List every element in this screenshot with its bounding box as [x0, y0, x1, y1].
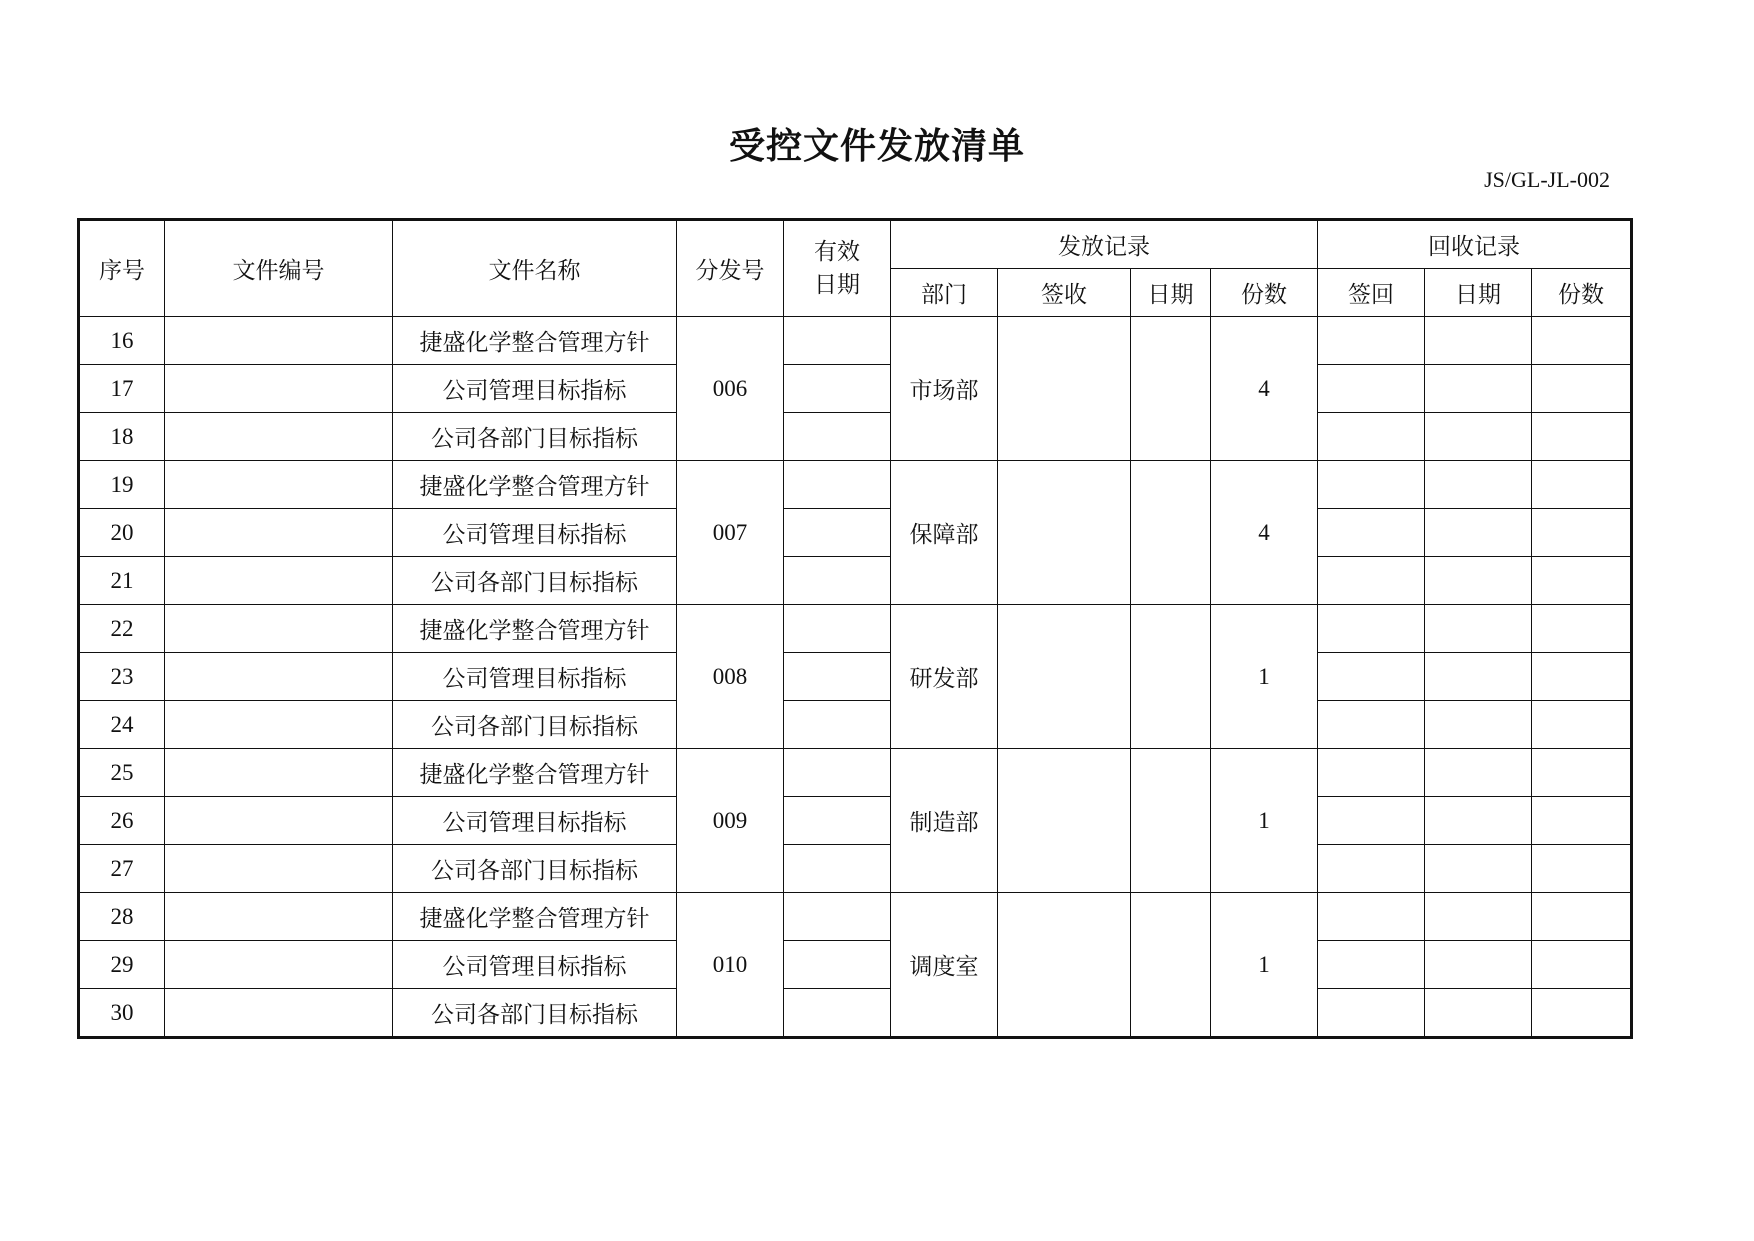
- issue-date-cell: [1131, 605, 1211, 749]
- file-name-cell: 公司管理目标指标: [393, 941, 677, 989]
- recall-sign-cell: [1318, 701, 1425, 749]
- file-no-cell: [165, 749, 393, 797]
- department-cell: 研发部: [891, 605, 998, 749]
- dist-no-cell: 008: [677, 605, 784, 749]
- issue-sign-cell: [998, 749, 1131, 893]
- seq-cell: 29: [79, 941, 165, 989]
- header-recall-sign: 签回: [1318, 269, 1425, 317]
- dist-no-cell: 009: [677, 749, 784, 893]
- seq-cell: 21: [79, 557, 165, 605]
- issue-copies-cell: 1: [1211, 749, 1318, 893]
- table-row: [79, 893, 1632, 941]
- valid-date-cell: [784, 413, 891, 461]
- issue-copies-cell: 4: [1211, 461, 1318, 605]
- recall-copies-cell: [1532, 845, 1632, 893]
- file-no-cell: [165, 557, 393, 605]
- issue-date-cell: [1131, 893, 1211, 1038]
- header-file-name: 文件名称: [393, 220, 677, 317]
- department-cell: 调度室: [891, 893, 998, 1038]
- recall-sign-cell: [1318, 653, 1425, 701]
- recall-sign-cell: [1318, 893, 1425, 941]
- file-name-cell: 公司各部门目标指标: [393, 701, 677, 749]
- valid-date-cell: [784, 701, 891, 749]
- table-row: [79, 509, 1632, 557]
- file-name-cell: 捷盛化学整合管理方针: [393, 749, 677, 797]
- header-valid-date-line2: 日期: [814, 271, 860, 298]
- table-row: [79, 461, 1632, 509]
- department-cell: 市场部: [891, 317, 998, 461]
- valid-date-cell: [784, 365, 891, 413]
- issue-copies-cell: 4: [1211, 317, 1318, 461]
- seq-cell: 17: [79, 365, 165, 413]
- table-body: [79, 220, 1632, 1038]
- dist-no-cell: 010: [677, 893, 784, 1038]
- seq-cell: 25: [79, 749, 165, 797]
- file-name-cell: 公司各部门目标指标: [393, 989, 677, 1038]
- recall-date-cell: [1425, 893, 1532, 941]
- table-row: [79, 797, 1632, 845]
- valid-date-cell: [784, 557, 891, 605]
- file-name-cell: 公司管理目标指标: [393, 365, 677, 413]
- issue-copies-cell: 1: [1211, 893, 1318, 1038]
- department-cell: 保障部: [891, 461, 998, 605]
- table-row: [79, 413, 1632, 461]
- seq-cell: 20: [79, 509, 165, 557]
- file-no-cell: [165, 509, 393, 557]
- file-name-cell: 公司各部门目标指标: [393, 557, 677, 605]
- header-valid-date-line1: 有效: [814, 238, 860, 265]
- recall-sign-cell: [1318, 509, 1425, 557]
- table-row: [79, 317, 1632, 365]
- seq-cell: 27: [79, 845, 165, 893]
- recall-date-cell: [1425, 941, 1532, 989]
- recall-sign-cell: [1318, 605, 1425, 653]
- recall-copies-cell: [1532, 749, 1632, 797]
- valid-date-cell: [784, 893, 891, 941]
- recall-sign-cell: [1318, 989, 1425, 1038]
- file-name-cell: 公司管理目标指标: [393, 797, 677, 845]
- dist-no-cell: 007: [677, 461, 784, 605]
- recall-copies-cell: [1532, 797, 1632, 845]
- file-no-cell: [165, 797, 393, 845]
- issue-sign-cell: [998, 893, 1131, 1038]
- recall-date-cell: [1425, 413, 1532, 461]
- recall-copies-cell: [1532, 893, 1632, 941]
- issue-sign-cell: [998, 461, 1131, 605]
- seq-cell: 26: [79, 797, 165, 845]
- recall-date-cell: [1425, 557, 1532, 605]
- recall-date-cell: [1425, 461, 1532, 509]
- recall-date-cell: [1425, 605, 1532, 653]
- file-name-cell: 公司管理目标指标: [393, 653, 677, 701]
- header-issue-record: 发放记录: [891, 220, 1318, 269]
- recall-sign-cell: [1318, 317, 1425, 365]
- header-recall-record: 回收记录: [1318, 220, 1632, 269]
- seq-cell: 24: [79, 701, 165, 749]
- file-no-cell: [165, 317, 393, 365]
- recall-copies-cell: [1532, 605, 1632, 653]
- header-recall-date: 日期: [1425, 269, 1532, 317]
- issue-date-cell: [1131, 461, 1211, 605]
- recall-sign-cell: [1318, 845, 1425, 893]
- table-row: [79, 653, 1632, 701]
- recall-date-cell: [1425, 749, 1532, 797]
- recall-copies-cell: [1532, 989, 1632, 1038]
- table-row: [79, 941, 1632, 989]
- table-row: [79, 605, 1632, 653]
- recall-copies-cell: [1532, 509, 1632, 557]
- file-no-cell: [165, 845, 393, 893]
- file-no-cell: [165, 461, 393, 509]
- valid-date-cell: [784, 797, 891, 845]
- valid-date-cell: [784, 989, 891, 1038]
- valid-date-cell: [784, 317, 891, 365]
- header-issue-date: 日期: [1131, 269, 1211, 317]
- file-no-cell: [165, 989, 393, 1038]
- seq-cell: 22: [79, 605, 165, 653]
- seq-cell: 19: [79, 461, 165, 509]
- recall-sign-cell: [1318, 413, 1425, 461]
- header-seq: 序号: [79, 220, 165, 317]
- recall-date-cell: [1425, 797, 1532, 845]
- table-row: [79, 989, 1632, 1038]
- seq-cell: 28: [79, 893, 165, 941]
- valid-date-cell: [784, 845, 891, 893]
- recall-sign-cell: [1318, 749, 1425, 797]
- table-row: [79, 845, 1632, 893]
- issue-sign-cell: [998, 605, 1131, 749]
- seq-cell: 16: [79, 317, 165, 365]
- file-no-cell: [165, 605, 393, 653]
- header-recall-copies: 份数: [1532, 269, 1632, 317]
- file-name-cell: 捷盛化学整合管理方针: [393, 893, 677, 941]
- valid-date-cell: [784, 461, 891, 509]
- valid-date-cell: [784, 653, 891, 701]
- recall-copies-cell: [1532, 413, 1632, 461]
- table-row: [79, 365, 1632, 413]
- file-no-cell: [165, 653, 393, 701]
- recall-date-cell: [1425, 845, 1532, 893]
- recall-sign-cell: [1318, 365, 1425, 413]
- recall-date-cell: [1425, 989, 1532, 1038]
- header-issue-copies: 份数: [1211, 269, 1318, 317]
- recall-copies-cell: [1532, 317, 1632, 365]
- valid-date-cell: [784, 509, 891, 557]
- file-name-cell: 捷盛化学整合管理方针: [393, 317, 677, 365]
- dist-no-cell: 006: [677, 317, 784, 461]
- file-name-cell: 捷盛化学整合管理方针: [393, 605, 677, 653]
- header-valid-date: [784, 220, 891, 317]
- header-issue-department: 部门: [891, 269, 998, 317]
- distribution-table: [77, 218, 1633, 1039]
- seq-cell: 18: [79, 413, 165, 461]
- recall-sign-cell: [1318, 941, 1425, 989]
- document-title: 受控文件发放清单: [728, 126, 1025, 167]
- valid-date-cell: [784, 941, 891, 989]
- table-row: [79, 701, 1632, 749]
- document-code: JS/GL-JL-002: [1484, 167, 1610, 192]
- recall-sign-cell: [1318, 797, 1425, 845]
- issue-copies-cell: 1: [1211, 605, 1318, 749]
- valid-date-cell: [784, 605, 891, 653]
- file-name-cell: 公司管理目标指标: [393, 509, 677, 557]
- file-no-cell: [165, 365, 393, 413]
- seq-cell: 30: [79, 989, 165, 1038]
- recall-date-cell: [1425, 317, 1532, 365]
- recall-copies-cell: [1532, 653, 1632, 701]
- recall-copies-cell: [1532, 557, 1632, 605]
- file-name-cell: 公司各部门目标指标: [393, 413, 677, 461]
- header-file-no: 文件编号: [165, 220, 393, 317]
- recall-sign-cell: [1318, 461, 1425, 509]
- issue-date-cell: [1131, 749, 1211, 893]
- recall-copies-cell: [1532, 461, 1632, 509]
- recall-date-cell: [1425, 365, 1532, 413]
- recall-copies-cell: [1532, 365, 1632, 413]
- header-issue-sign: 签收: [998, 269, 1131, 317]
- recall-copies-cell: [1532, 941, 1632, 989]
- department-cell: 制造部: [891, 749, 998, 893]
- table-row: [79, 557, 1632, 605]
- file-no-cell: [165, 893, 393, 941]
- recall-date-cell: [1425, 653, 1532, 701]
- file-no-cell: [165, 941, 393, 989]
- recall-sign-cell: [1318, 557, 1425, 605]
- seq-cell: 23: [79, 653, 165, 701]
- issue-sign-cell: [998, 317, 1131, 461]
- file-name-cell: 公司各部门目标指标: [393, 845, 677, 893]
- file-no-cell: [165, 413, 393, 461]
- header-dist-no: 分发号: [677, 220, 784, 317]
- header-row-1: [79, 220, 1632, 269]
- recall-date-cell: [1425, 509, 1532, 557]
- issue-date-cell: [1131, 317, 1211, 461]
- table-row: [79, 749, 1632, 797]
- file-no-cell: [165, 701, 393, 749]
- recall-date-cell: [1425, 701, 1532, 749]
- file-name-cell: 捷盛化学整合管理方针: [393, 461, 677, 509]
- valid-date-cell: [784, 749, 891, 797]
- recall-copies-cell: [1532, 701, 1632, 749]
